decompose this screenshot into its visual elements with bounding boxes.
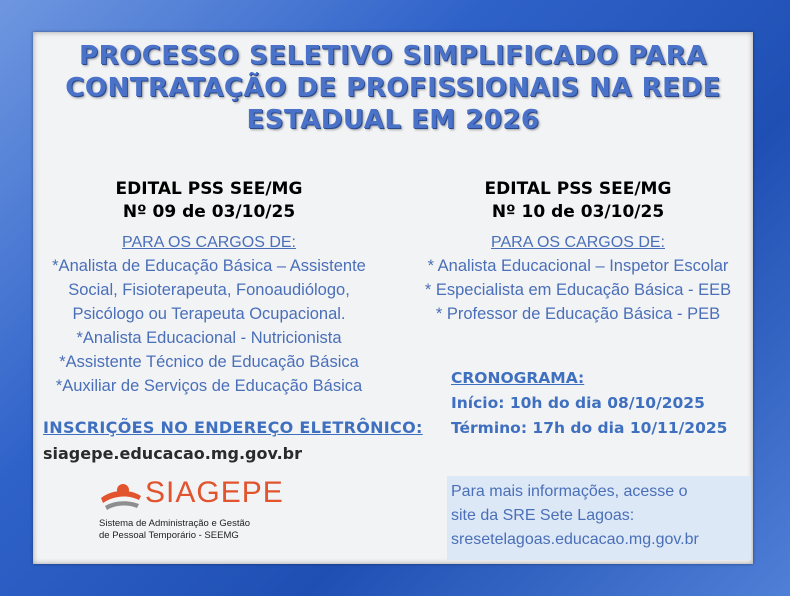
edital-10-cargo-line: * Professor de Educação Básica - PEB <box>435 305 721 323</box>
page-title <box>33 40 753 136</box>
siagepe-logo <box>97 474 297 544</box>
edital-10-heading-line-2: Nº 10 de 03/10/25 <box>491 202 665 222</box>
info-text <box>451 480 751 552</box>
inscricoes-label: INSCRIÇÕES NO ENDEREÇO ELETRÔNICO: <box>43 418 423 437</box>
siagepe-emblem-icon <box>99 476 143 516</box>
info-box <box>447 476 751 560</box>
inscricoes-link[interactable]: siagepe.educacao.mg.gov.br <box>43 444 303 463</box>
siagepe-wordmark: SIAGEPE <box>145 476 284 509</box>
edital-09-cargo-line: *Analista de Educação Básica – Assistente <box>52 257 366 275</box>
cronograma-block <box>451 366 727 441</box>
edital-10-cargos-label: PARA OS CARGOS DE: <box>491 234 665 251</box>
edital-09-cargo-line: Psicólogo ou Terapeuta Ocupacional. <box>72 305 346 323</box>
title-line-2: CONTRATAÇÃO DE PROFISSIONAIS NA REDE <box>65 73 721 103</box>
info-link[interactable]: sresetelagoas.educacao.mg.gov.br <box>451 531 699 548</box>
info-line-2: site da SRE Sete Lagoas: <box>451 507 635 524</box>
edital-10-column <box>403 178 753 326</box>
title-line-3: ESTADUAL EM 2026 <box>246 105 540 135</box>
edital-09-cargo-line: *Auxiliar de Serviços de Educação Básica <box>55 377 363 395</box>
notice-panel <box>33 32 753 564</box>
siagepe-subtitle-line-2: de Pessoal Temporário - SEEMG <box>99 530 239 541</box>
edital-09-column <box>33 178 385 398</box>
siagepe-subtitle <box>99 518 250 542</box>
edital-10-cargo-line: * Analista Educacional – Inspetor Escolar <box>427 257 729 275</box>
edital-10-cargo-line: * Especialista em Educação Básica - EEB <box>424 281 732 299</box>
edital-10-heading-line-1: EDITAL PSS SEE/MG <box>484 179 672 199</box>
info-line-1: Para mais informações, acesse o <box>451 483 688 500</box>
edital-09-heading-line-2: Nº 09 de 03/10/25 <box>122 202 296 222</box>
edital-09-cargo-line: *Assistente Técnico de Educação Básica <box>59 353 359 371</box>
edital-09-cargo-line: *Analista Educacional - Nutricionista <box>76 329 342 347</box>
edital-09-cargos-label: PARA OS CARGOS DE: <box>122 234 296 251</box>
cronograma-label: CRONOGRAMA: <box>451 369 585 387</box>
edital-09-cargo-line: Social, Fisioterapeuta, Fonoaudiólogo, <box>68 281 350 299</box>
cronograma-termino: Término: 17h do dia 10/11/2025 <box>451 419 728 437</box>
edital-09-heading <box>33 178 385 224</box>
edital-09-heading-line-1: EDITAL PSS SEE/MG <box>115 179 303 199</box>
edital-10-heading <box>403 178 753 224</box>
title-line-1: PROCESSO SELETIVO SIMPLIFICADO PARA <box>79 41 707 71</box>
siagepe-subtitle-line-1: Sistema de Administração e Gestão <box>99 518 251 529</box>
cronograma-inicio: Início: 10h do dia 08/10/2025 <box>451 394 705 412</box>
